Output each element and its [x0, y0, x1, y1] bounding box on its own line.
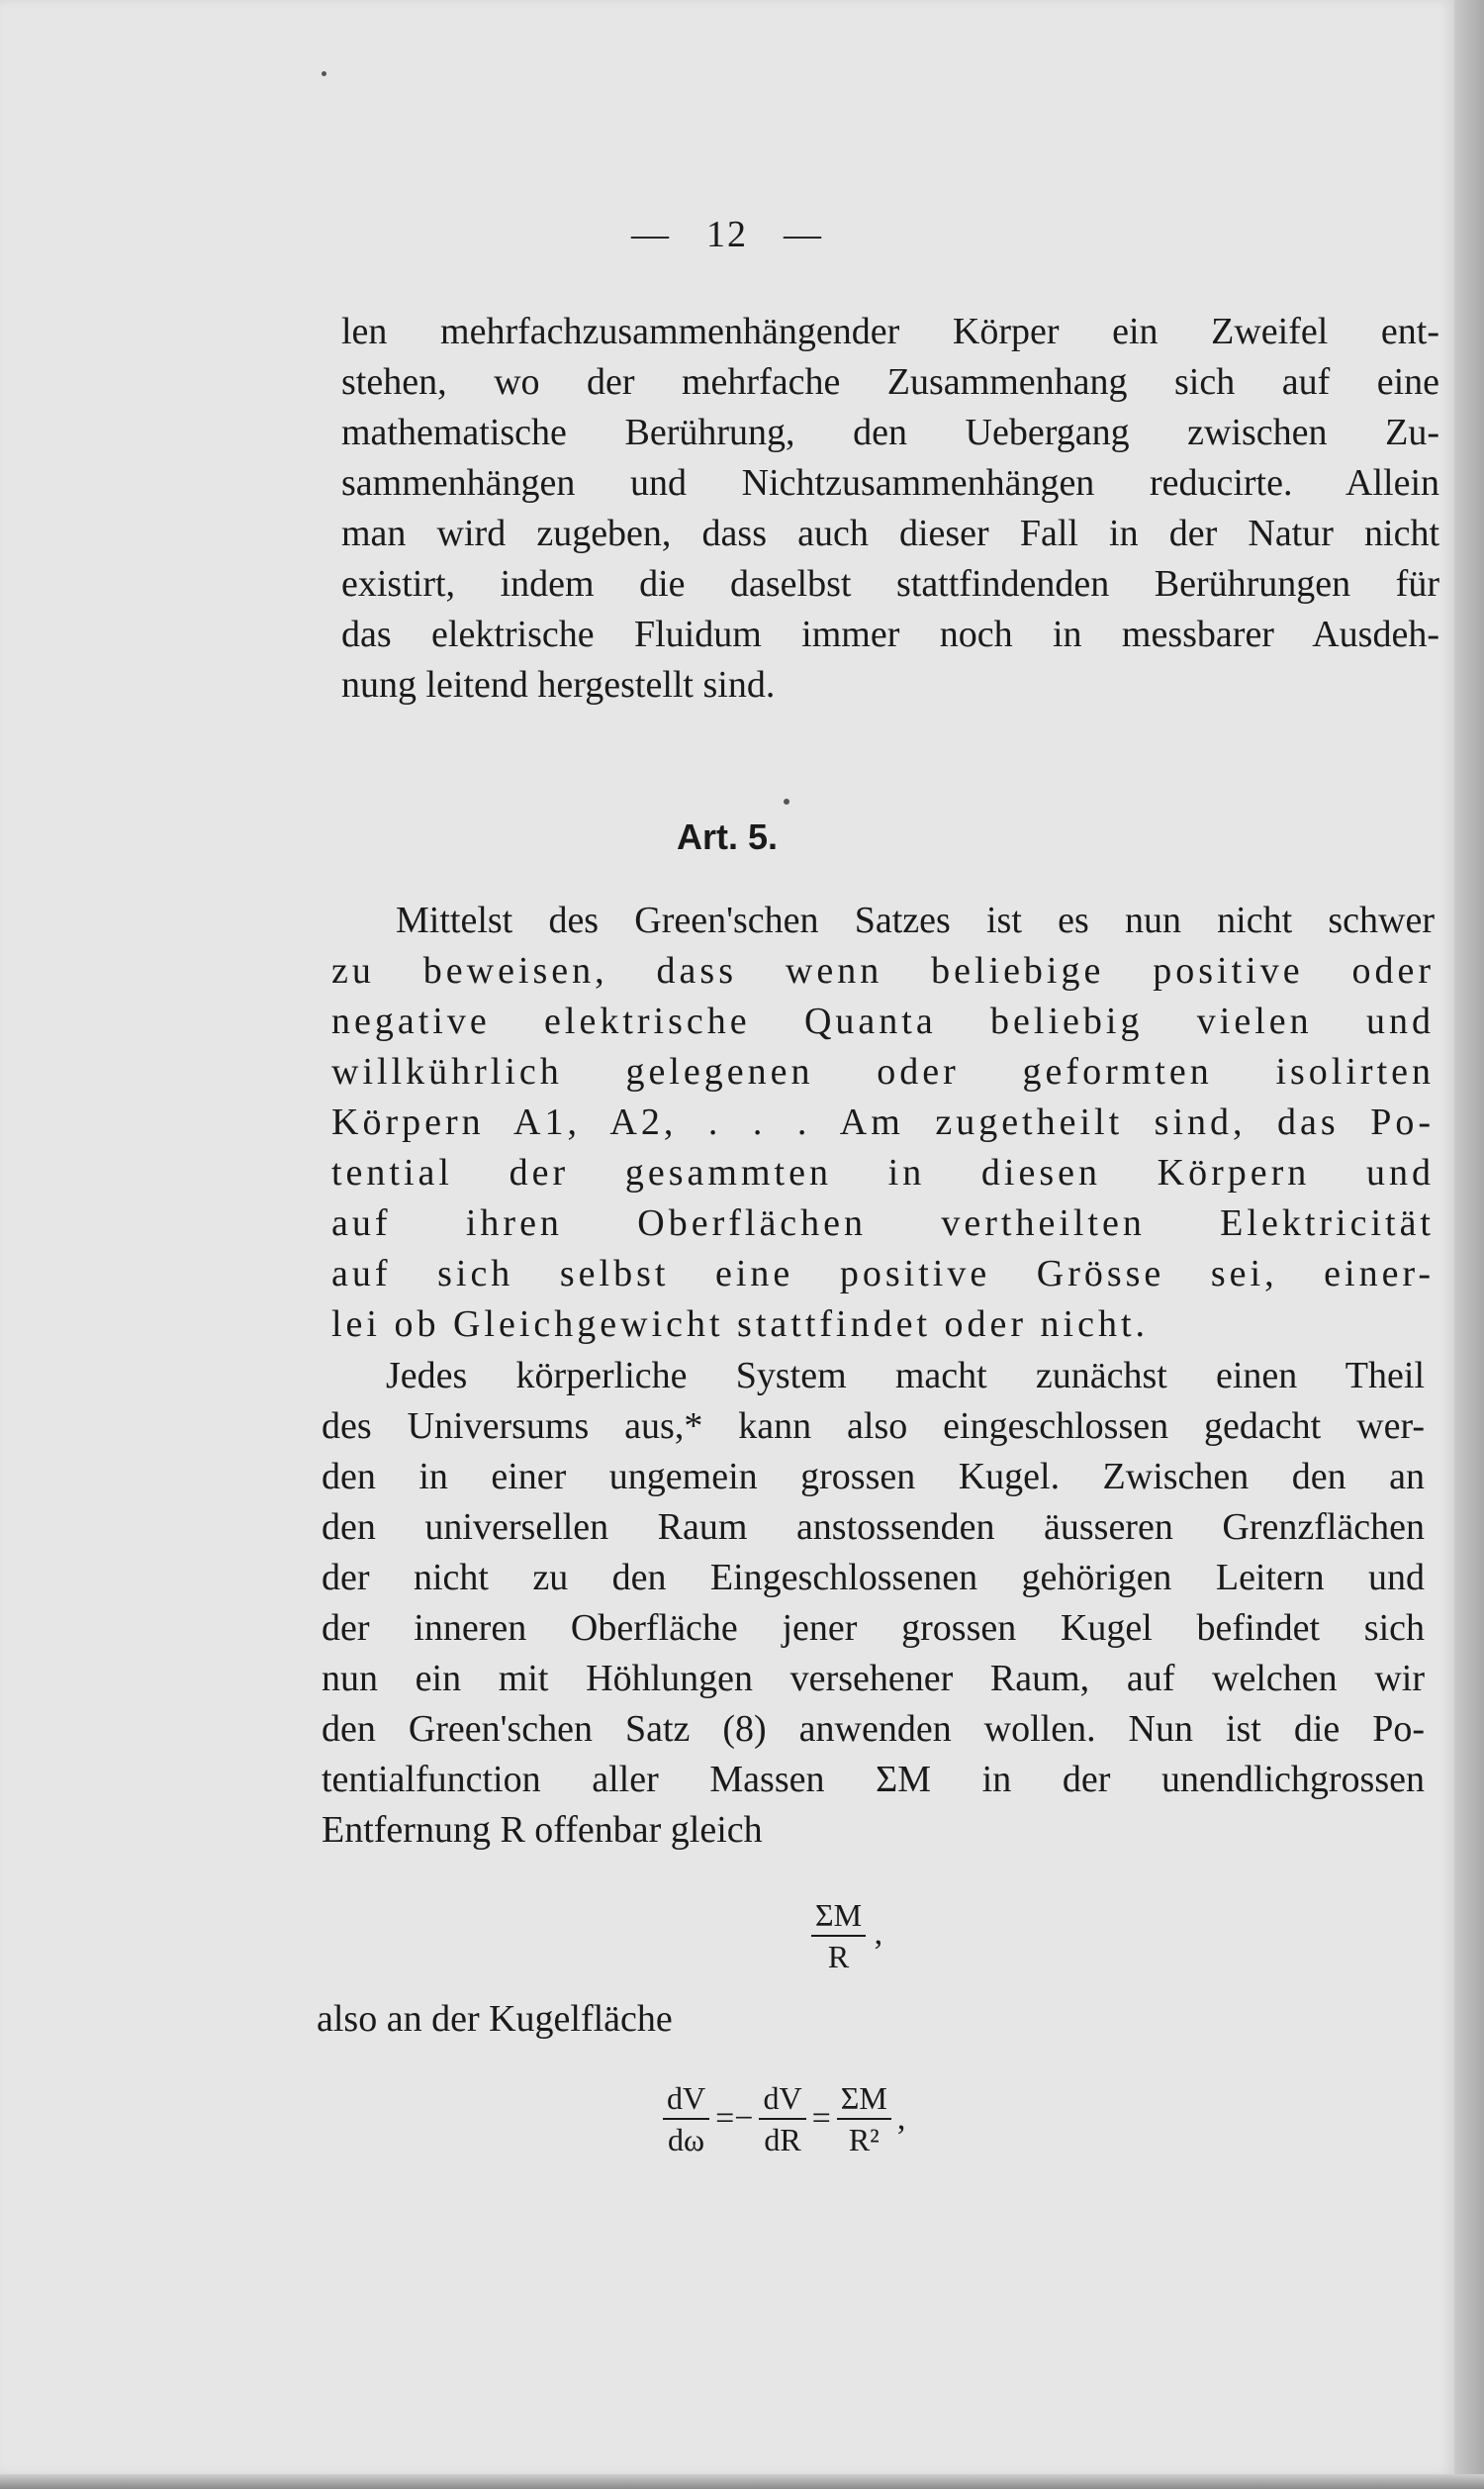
text-line: willkührlich gelegenen oder geformten isolirten: [331, 1051, 1435, 1093]
fraction-denominator: dR: [764, 2122, 801, 2157]
formula-trailing-comma: ,: [874, 1914, 883, 1952]
text-line: Jedes körperliche System macht zunächst einen Theil: [386, 1355, 1425, 1396]
fraction-denominator: R: [827, 1939, 850, 1974]
text-line: den universellen Raum anstossenden äusseren Grenzflächen: [322, 1506, 1425, 1548]
fraction-numerator: ΣM: [837, 2078, 891, 2120]
page-edge-bottom: [0, 2474, 1484, 2489]
text-line: tentialfunction aller Massen ΣM in der unendlichgrossen: [322, 1759, 1425, 1800]
fraction: [837, 2078, 891, 2159]
page-number: 12: [706, 214, 748, 255]
formula-trailing-comma: ,: [896, 2100, 906, 2137]
text-line: also an der Kugelfläche: [317, 1998, 673, 2040]
article-heading: Art. 5.: [676, 816, 779, 857]
text-line: man wird zugeben, dass auch dieser Fall in der Natur nicht: [341, 513, 1439, 554]
ink-speck: [322, 71, 326, 76]
paragraph-2: [331, 896, 1435, 1350]
text-line: tential der gesammten in diesen Körpern und: [331, 1152, 1435, 1194]
fraction-denominator: dω: [668, 2122, 705, 2157]
page-edge-right: [1454, 0, 1484, 2489]
page-header: [0, 213, 1454, 256]
equals-minus: =−: [715, 2100, 754, 2137]
formula-derivative: [663, 2078, 905, 2159]
text-line: der nicht zu den Eingeschlossenen gehörigen Leitern und: [322, 1557, 1425, 1598]
fraction-numerator: ΣM: [811, 1895, 866, 1937]
text-line: der inneren Oberfläche jener grossen Kugel befindet sich: [322, 1607, 1425, 1649]
fraction-numerator: dV: [759, 2078, 805, 2120]
text-line: den Green'schen Satz (8) anwenden wollen. Nun ist die Po-: [322, 1708, 1425, 1750]
text-line: Mittelst des Green'schen Satzes ist es nun nicht schwer: [396, 900, 1435, 941]
dash-left: —: [631, 214, 671, 255]
text-line: existirt, indem die daselbst stattfindenden Berührungen für: [341, 563, 1439, 605]
text-line: negative elektrische Quanta beliebig vielen und: [331, 1001, 1435, 1042]
text-line: Entfernung R offenbar gleich: [322, 1809, 763, 1851]
fraction: [663, 2078, 709, 2159]
text-line: auf sich selbst eine positive Grösse sei, einer-: [331, 1253, 1435, 1294]
text-line: stehen, wo der mehrfache Zusammenhang sich auf eine: [341, 361, 1439, 403]
equals: =: [811, 2100, 831, 2137]
paragraph-1: [341, 307, 1439, 711]
text-line: lei ob Gleichgewicht stattfindet oder nicht.: [331, 1303, 1150, 1345]
fraction-numerator: dV: [663, 2078, 709, 2120]
fraction-denominator: R²: [848, 2122, 880, 2157]
text-line: nun ein mit Höhlungen versehener Raum, auf welchen wir: [322, 1658, 1425, 1699]
text-line: Körpern A1, A2, . . . Am zugetheilt sind, das Po-: [331, 1101, 1435, 1143]
text-line: mathematische Berührung, den Uebergang zwischen Zu-: [341, 412, 1439, 453]
text-line: das elektrische Fluidum immer noch in messbarer Ausdeh-: [341, 614, 1439, 655]
text-line: den in einer ungemein grossen Kugel. Zwischen den an: [322, 1456, 1425, 1497]
paragraph-3: [322, 1351, 1425, 1856]
formula-potential: [811, 1895, 882, 1976]
dash-right: —: [784, 214, 823, 255]
text-line: zu beweisen, dass wenn beliebige positive oder: [331, 950, 1435, 992]
text-line: des Universums aus,* kann also eingeschlossen gedacht wer-: [322, 1405, 1425, 1447]
text-line: auf ihren Oberflächen vertheilten Elektricität: [331, 1202, 1435, 1244]
fraction: [811, 1895, 866, 1976]
text-line: len mehrfachzusammenhängender Körper ein Zweifel ent-: [341, 311, 1439, 352]
text-line: sammenhängen und Nichtzusammenhängen reducirte. Allein: [341, 462, 1439, 504]
fraction: [759, 2078, 805, 2159]
text-line: nung leitend hergestellt sind.: [341, 664, 776, 706]
ink-speck: [784, 799, 789, 805]
